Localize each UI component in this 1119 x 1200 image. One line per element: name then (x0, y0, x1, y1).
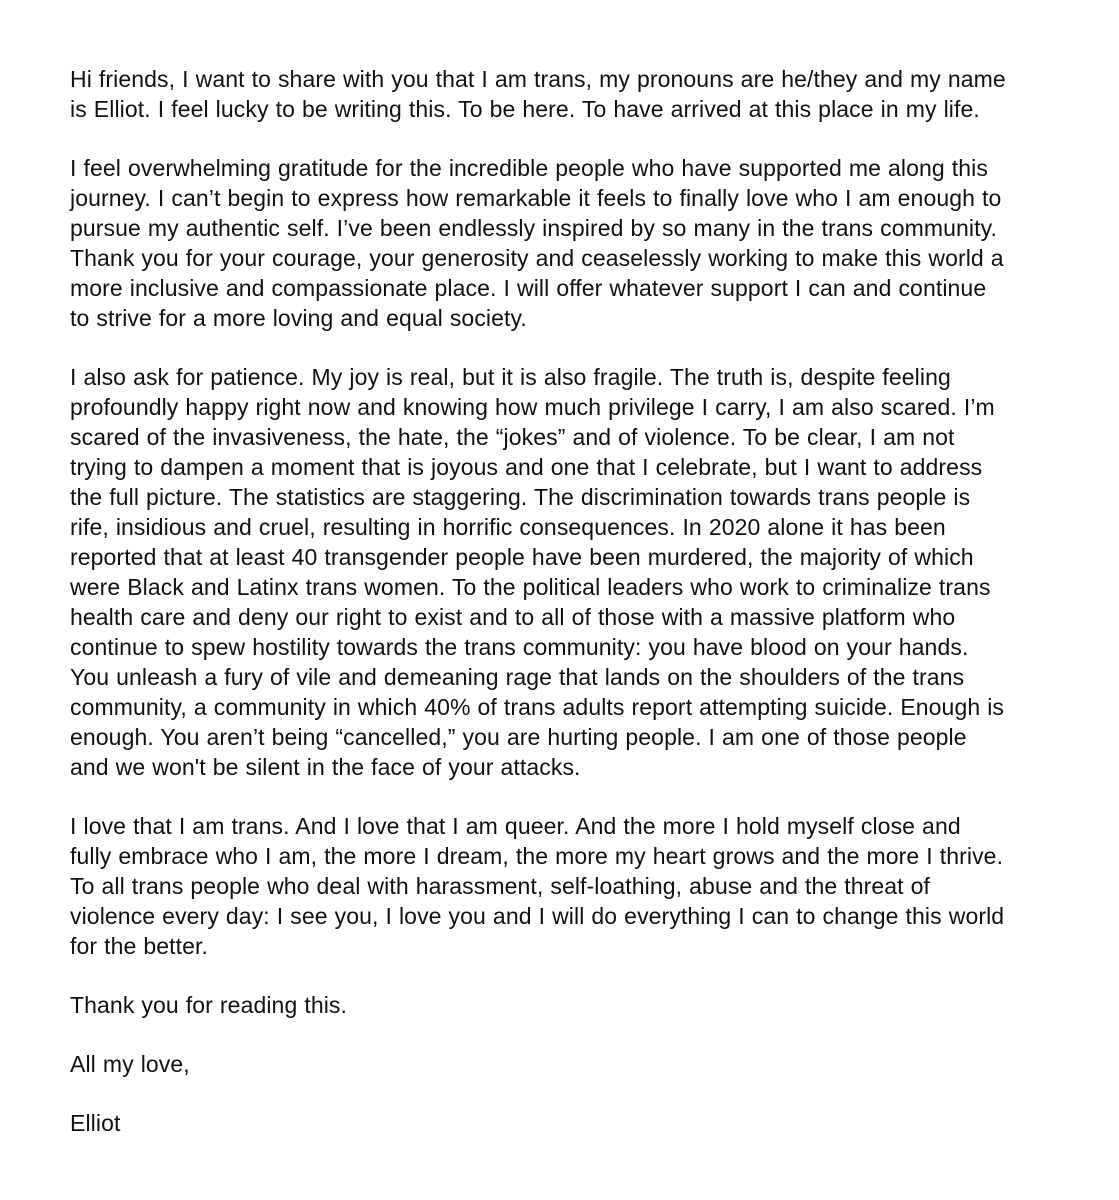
paragraph-thanks: Thank you for reading this. (70, 992, 348, 1018)
signature-name: Elliot (70, 1110, 121, 1136)
paragraph-patience: I also ask for patience. My joy is real, but it is also fragile. The truth is, despite feeling profoundly happy right now and knowing how much privilege I carry, I am also scared. I’m scared of the invasiveness, the hate, the “jokes” and of violence. To be clear, I am not trying to dampen a moment that is joyous and one that I celebrate, but I want to address the full picture. The statistics are staggering. The discrimination towards trans people is rife, insidious and cruel, resulting in horrific consequences. In 2020 alone it has been reported that at least 40 transgender people have been murdered, the majority of which were Black and Latinx trans women. To the political leaders who work to criminalize trans health care and deny our right to exist and to all of those with a massive platform who continue to spew hostility towards the trans community: you have blood on your hands. You unleash a fury of vile and demeaning rage that lands on the shoulders of the trans community, a community in which 40% of trans adults report attempting suicide. Enough is enough. You aren’t being “cancelled,” you are hurting people. I am one of those people and we won't be silent in the face of your attacks. (70, 364, 1005, 780)
paragraph-gratitude: I feel overwhelming gratitude for the incredible people who have supported me along this journey. I can’t begin to express how remarkable it feels to finally love who I am enough to pursue my authentic self. I’ve been endlessly inspired by so many in the trans community. Thank you for your courage, your generosity and ceaselessly working to make this world a more inclusive and compassionate place. I will offer whatever support I can and continue to strive for a more loving and equal society. (70, 155, 1004, 331)
paragraph-greeting: Hi friends, I want to share with you that I am trans, my pronouns are he/they and my name is Elliot. I feel lucky to be writing this. To be here. To have arrived at this place in my life. (70, 66, 1006, 122)
closing-valediction: All my love, (70, 1051, 190, 1077)
paragraph-love: I love that I am trans. And I love that I am queer. And the more I hold myself close and fully embrace who I am, the more I dream, the more my heart grows and the more I thrive. To all trans people who deal with harassment, self-loathing, abuse and the threat of violence every day: I see you, I love you and I will do everything I can to change this world for the better. (70, 813, 1005, 959)
